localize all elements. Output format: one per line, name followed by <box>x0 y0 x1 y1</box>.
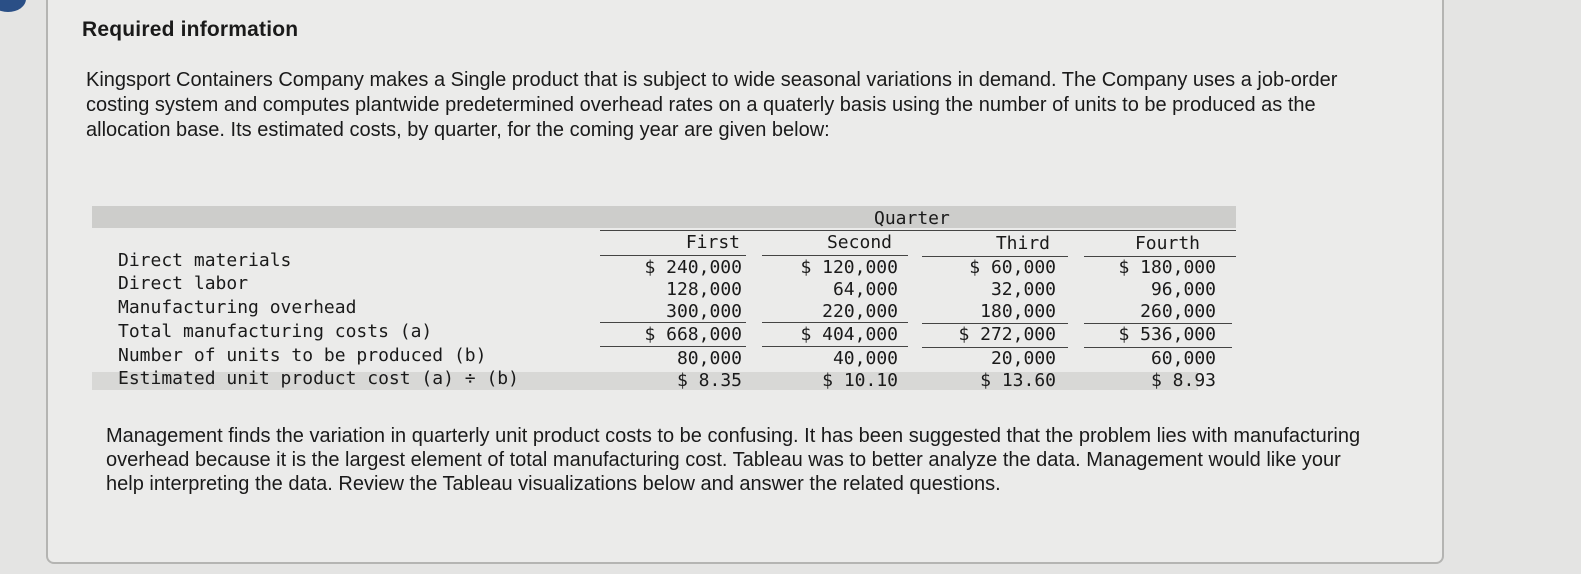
cell-value: 180,000 <box>980 301 1056 322</box>
row-label-units: Number of units to be produced (b) <box>118 345 487 366</box>
cell-value: $ 13.60 <box>980 370 1056 391</box>
cell-value: 60,000 <box>1150 348 1216 369</box>
col-header-third: Third <box>995 233 1050 254</box>
total-under-first <box>600 346 746 347</box>
cell-value: 20,000 <box>990 348 1056 369</box>
cell-value: $ 10.10 <box>822 370 898 391</box>
cell-value: 260,000 <box>1140 301 1216 322</box>
row-label-direct-labor: Direct labor <box>118 273 249 294</box>
cell-value: $ 668,000 <box>644 324 742 345</box>
cell-value: 300,000 <box>666 301 742 322</box>
row-label-unit-cost: Estimated unit product cost (a) ÷ (b) <box>118 368 519 389</box>
cell-value: $ 60,000 <box>969 257 1056 278</box>
row-label-manufacturing-overhead: Manufacturing overhead <box>118 297 357 318</box>
quarter-group-header: Quarter <box>874 208 950 229</box>
cell-value: $ 404,000 <box>800 324 898 345</box>
footer-paragraph: Management finds the variation in quarterly unit product costs to be confusing. It has been suggested that the problem lies with manufacturing overhead because it is the largest element of total manufacturing cost. Tableau was to better analyze the data. Management would like your help interpreting the data. Review the Tableau visualizations below and answer the related questions. <box>106 425 1361 495</box>
total-under-fourth <box>1084 347 1232 348</box>
total-rule-third <box>922 323 1068 324</box>
cell-value: 64,000 <box>832 279 898 300</box>
total-under-second <box>762 346 908 347</box>
total-rule-first <box>600 322 746 323</box>
section-heading: Required information <box>82 18 299 41</box>
cell-value: $ 8.35 <box>676 370 742 391</box>
total-rule-fourth <box>1084 323 1232 324</box>
cell-value: $ 120,000 <box>800 257 898 278</box>
cell-value: 32,000 <box>990 279 1056 300</box>
cell-value: $ 272,000 <box>958 324 1056 345</box>
total-rule-second <box>762 322 908 323</box>
intro-paragraph: Kingsport Containers Company makes a Single product that is subject to wide seasonal variations in demand. The Company uses a job-order costing system and computes plantwide predetermined overhead rates on a quaterly basis using the number of units to be produced as the allocation base. Its estimated costs, by quarter, for the coming year are given below: <box>86 69 1338 141</box>
cell-value: $ 240,000 <box>644 257 742 278</box>
cell-value: 96,000 <box>1150 279 1216 300</box>
cell-value: 40,000 <box>832 348 898 369</box>
col-header-first: First <box>685 232 740 253</box>
table-header-band <box>92 206 1236 228</box>
col-header-fourth: Fourth <box>1134 233 1200 254</box>
total-under-third <box>922 347 1068 348</box>
cell-value: 80,000 <box>676 348 742 369</box>
cell-value: 128,000 <box>666 279 742 300</box>
cell-value: $ 8.93 <box>1150 370 1216 391</box>
cell-value: $ 180,000 <box>1118 257 1216 278</box>
col-header-second: Second <box>826 232 892 253</box>
corner-badge <box>0 0 26 12</box>
row-label-total-costs: Total manufacturing costs (a) <box>118 321 433 342</box>
cell-value: $ 536,000 <box>1118 324 1216 345</box>
row-label-direct-materials: Direct materials <box>118 250 292 271</box>
cell-value: 220,000 <box>822 301 898 322</box>
